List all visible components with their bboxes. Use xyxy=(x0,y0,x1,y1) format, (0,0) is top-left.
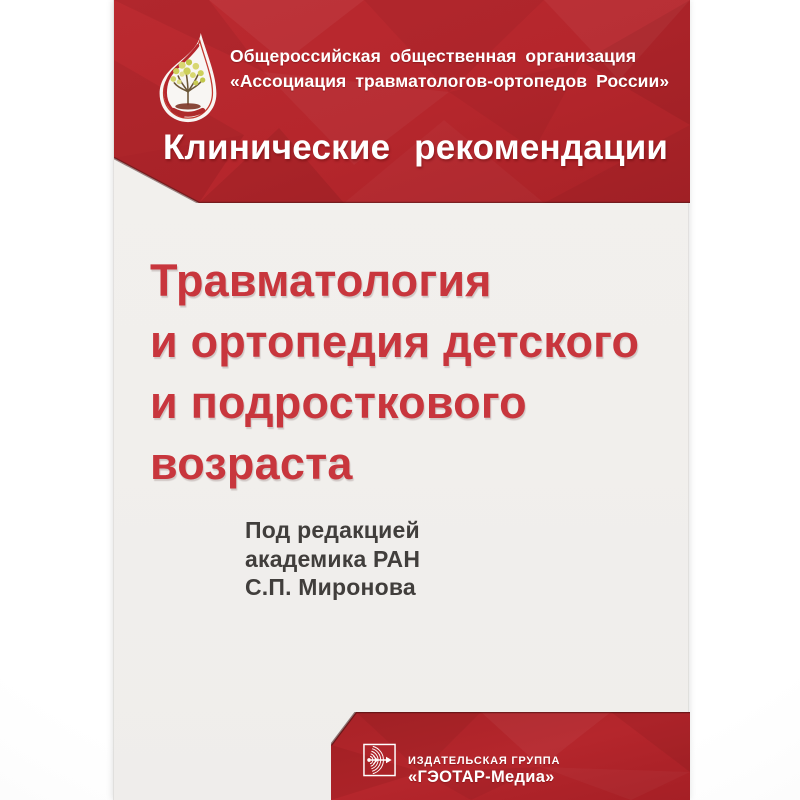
editor-line-2: академика РАН xyxy=(245,545,421,572)
editor-credit xyxy=(245,516,545,602)
book-title-line-1: Травматология xyxy=(150,255,492,306)
org-line-1: Общероссийская общественная организация xyxy=(230,46,637,66)
book-title-line-2: и ортопедия детского xyxy=(150,316,640,367)
series-title: Клинические рекомендации xyxy=(163,128,669,167)
publisher-band xyxy=(331,712,690,800)
book-cover xyxy=(113,0,689,800)
editor-line-1: Под редакцией xyxy=(245,517,420,543)
association-drop-tree-logo-icon xyxy=(151,31,225,125)
book-title-line-3: и подросткового xyxy=(150,377,527,428)
publisher-waves-arrow-logo-icon xyxy=(363,743,396,777)
editor-line-3: С.П. Миронова xyxy=(245,574,416,600)
publisher-group-label: ИЗДАТЕЛЬСКАЯ ГРУППА xyxy=(408,755,561,767)
publisher-text xyxy=(408,755,560,787)
organization-name xyxy=(230,44,670,93)
book-title-line-4: возраста xyxy=(150,438,353,489)
publisher-name: «ГЭОТАР-Медиа» xyxy=(408,768,555,786)
org-line-2: «Ассоциация травматологов-ортопедов России» xyxy=(230,70,670,91)
book-title xyxy=(150,250,670,494)
